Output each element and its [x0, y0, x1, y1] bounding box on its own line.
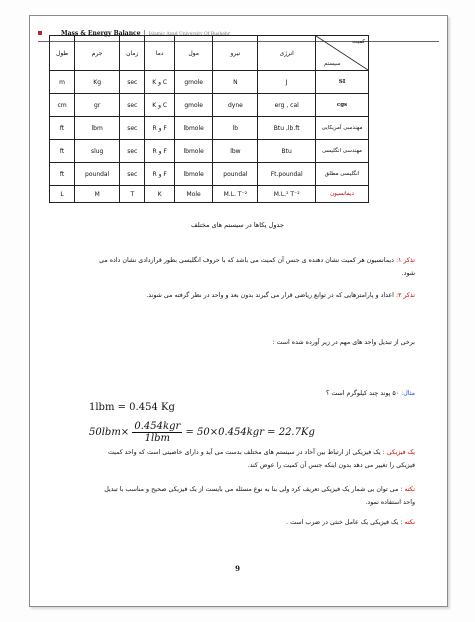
- table-row: [50, 71, 369, 94]
- example: [95, 387, 415, 400]
- paragraph-1-label: یک فیزیکی: [386, 449, 415, 456]
- table-cell: F و R: [145, 163, 174, 186]
- header-bullet: [38, 31, 42, 35]
- table-cell: poundal: [213, 163, 258, 186]
- note-1-label: تذکر ۱:: [395, 257, 415, 264]
- table-cell: lbm: [75, 117, 120, 140]
- system-label: SI: [316, 71, 369, 94]
- table-cell: J: [258, 71, 316, 94]
- paragraph-1-text: : یک فیزیکی از ارتباط بین آحاد در سیستم های مختلف بدست می آید و دارای خاصیتی است که واحد کمیت فیزیکی را تغییر می دهد بدون اینکه جنس آن کمیت را عوض کند.: [107, 449, 415, 469]
- column-header: طول: [50, 36, 75, 71]
- table-cell: Kg: [75, 71, 120, 94]
- table-cell: L: [50, 186, 75, 203]
- table-cell: dyne: [213, 94, 258, 117]
- equation-calculation: [89, 421, 315, 444]
- example-text: ۵۰ پوند چند کیلوگرم است ؟: [326, 390, 400, 397]
- eq-right: = 50×0.454kgr = 22.7Kg: [185, 427, 315, 438]
- table-cell: Mole: [174, 186, 213, 203]
- table-cell: Ft.poundal: [258, 163, 316, 186]
- running-header: Mass & Energy Balance | Islamic Azad University Of Bushehr: [61, 30, 230, 37]
- table-cell: lbmole: [174, 163, 213, 186]
- header-title: Mass & Energy Balance: [61, 30, 141, 37]
- table-cell: poundal: [75, 163, 120, 186]
- table-row: [50, 186, 369, 203]
- paragraph-2: [95, 483, 415, 509]
- table-row: [50, 94, 369, 117]
- table-cell: cm: [50, 94, 75, 117]
- column-header: زمان: [120, 36, 145, 71]
- note-1: [95, 254, 415, 280]
- paragraph-3-text: : یک فیزیکی یک عامل خنثی در ضرب است .: [286, 519, 405, 526]
- table-header-row: [50, 36, 369, 71]
- example-label: مثال:: [401, 390, 415, 397]
- column-header: انرژی: [258, 36, 316, 71]
- table-cell: F و R: [145, 117, 174, 140]
- column-header: نیرو: [213, 36, 258, 71]
- conversion-intro: برخی از تبدیل واحد های مهم در زیر آورده شده است :: [272, 339, 415, 346]
- column-header: جرم: [75, 36, 120, 71]
- table-cell: M.L.² T⁻²: [258, 186, 316, 203]
- system-label: انگلیسی مطلق: [316, 163, 369, 186]
- table-cell: sec: [120, 71, 145, 94]
- table-cell: sec: [120, 140, 145, 163]
- table-cell: ft: [50, 117, 75, 140]
- system-label: مهندسی آمریکایی: [316, 117, 369, 140]
- table-cell: F و R: [145, 140, 174, 163]
- page-number: 9: [235, 564, 240, 573]
- eq-numerator: 0.454kgr: [134, 421, 181, 432]
- note-1-text: دیمانسیون هر کمیت نشان دهنده ی جنس آن کمیت می باشد که با حروف انگلیسی بطور قراردادی نشان داده می شود.: [99, 257, 415, 277]
- units-table: [49, 35, 369, 203]
- system-label: دیمانسیون: [316, 186, 369, 203]
- note-2-text: اعداد و پارامترهایی که در توابع ریاضی قرار می گیرند بدون بعد و واحد در نظر گرفته می شوند.: [146, 292, 396, 299]
- table-cell: erg , cal: [258, 94, 316, 117]
- table-cell: lbw: [213, 140, 258, 163]
- table-cell: K: [145, 186, 174, 203]
- system-label: cgs: [316, 94, 369, 117]
- note-2: [95, 289, 415, 302]
- table-cell: lb: [213, 117, 258, 140]
- table-cell: ft: [50, 140, 75, 163]
- table-caption: جدول یکاها در سیستم های مختلف: [191, 221, 284, 229]
- eq-denominator: 1lbm: [144, 433, 171, 444]
- eq-fraction: [132, 421, 182, 444]
- table-cell: sec: [120, 117, 145, 140]
- table-row: [50, 140, 369, 163]
- table-cell: gmole: [174, 71, 213, 94]
- table-cell: M: [75, 186, 120, 203]
- corner-top-label: کمیت: [352, 39, 365, 45]
- paragraph-2-text: : می توان بی شمار یک فیزیکی تعریف کرد ولی بنا به نوع مسئله می بایست از یک فیزیکی صحیح و مناسب با تبدیل واحد استفاده نمود.: [104, 486, 415, 506]
- table-cell: lbmole: [174, 140, 213, 163]
- table-cell: m: [50, 71, 75, 94]
- table-cell: N: [213, 71, 258, 94]
- table-cell: slug: [75, 140, 120, 163]
- paragraph-1: [95, 446, 415, 472]
- table-row: [50, 117, 369, 140]
- corner-bottom-label: سیستم: [324, 61, 341, 67]
- note-2-label: تذکر ۲:: [395, 292, 415, 299]
- table-cell: lbmole: [174, 117, 213, 140]
- equation-conversion: 1lbm = 0.454 Kg: [89, 402, 175, 413]
- table-cell: gmole: [174, 94, 213, 117]
- table-cell: T: [120, 186, 145, 203]
- table-cell: sec: [120, 94, 145, 117]
- column-header: دما: [145, 36, 174, 71]
- table-row: [50, 163, 369, 186]
- system-label: مهندسی انگلیسی: [316, 140, 369, 163]
- table-cell: Btu: [258, 140, 316, 163]
- header-subtitle: Islamic Azad University Of Bushehr: [148, 32, 230, 37]
- eq-left: 50lbm×: [89, 427, 130, 438]
- paragraph-3: [95, 516, 415, 529]
- table-cell: M.L. T⁻²: [213, 186, 258, 203]
- paragraph-2-label: نکته: [404, 486, 415, 493]
- table-cell: ft: [50, 163, 75, 186]
- table-corner-cell: [316, 36, 369, 71]
- paragraph-3-label: نکته: [404, 519, 415, 526]
- table-cell: sec: [120, 163, 145, 186]
- table-cell: Btu ,lb.ft: [258, 117, 316, 140]
- table-cell: gr: [75, 94, 120, 117]
- table-cell: C و K: [145, 94, 174, 117]
- column-header: مول: [174, 36, 213, 71]
- table-cell: C و K: [145, 71, 174, 94]
